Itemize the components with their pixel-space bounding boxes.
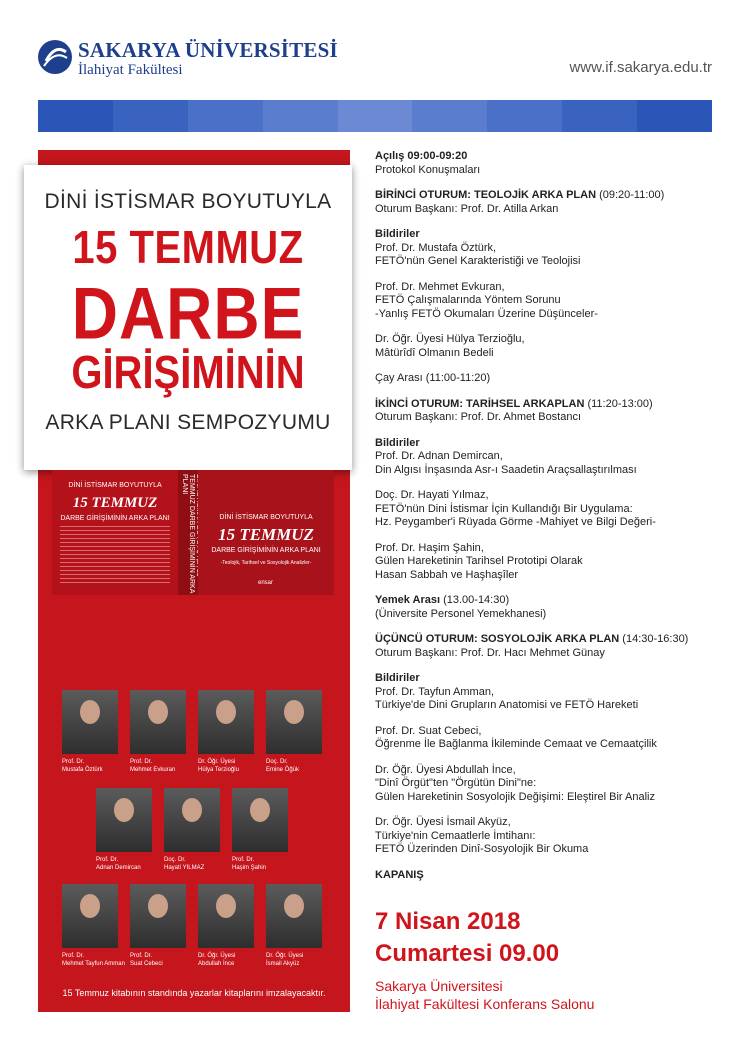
speaker-label xyxy=(62,758,132,774)
speaker-label xyxy=(198,952,268,968)
speaker-photo xyxy=(62,884,118,948)
lunch-heading xyxy=(375,594,715,608)
speaker-label xyxy=(266,758,336,774)
session-1-title: BİRİNCİ OTURUM: TEOLOJİK ARKA PLAN xyxy=(375,189,597,201)
speaker-label xyxy=(266,952,336,968)
lunch-place: (Üniversite Personel Yemekhanesi) xyxy=(375,607,547,620)
opening-desc: Protokol Konuşmaları xyxy=(375,163,481,176)
session-2-heading xyxy=(375,398,715,412)
speaker-title: Prof. Dr. xyxy=(96,857,119,863)
s1-paper-3-author: Dr. Öğr. Üyesi Hülya Terzioğlu, xyxy=(375,333,525,345)
s3-paper-4-subtitle: FETÖ Üzerinden Dinî-Sosyolojik Bir Okuma xyxy=(375,843,589,855)
s2-paper-2-subtitle: Hz. Peygamber'i Rüyada Görme -Mahiyet ve Bilgi Değeri- xyxy=(375,516,656,528)
speaker-title: Prof. Dr. xyxy=(232,857,255,863)
speaker-name: Mehmet Tayfun Amman xyxy=(62,961,125,967)
speaker-name: İsmail Akyüz xyxy=(266,961,300,967)
session-1-chair: Oturum Başkanı: Prof. Dr. Atilla Arkan xyxy=(375,202,559,215)
speaker-photos xyxy=(38,690,350,970)
s2-paper-1-author: Prof. Dr. Adnan Demircan, xyxy=(375,450,503,462)
book-spine xyxy=(178,470,198,595)
speaker-name: Hülya Terzioğlu xyxy=(198,767,239,773)
poster-title-card xyxy=(24,165,352,470)
speaker-photo xyxy=(266,690,322,754)
header xyxy=(0,0,750,100)
book-back-top: DİNİ İSTİSMAR BOYUTUYLA xyxy=(68,482,162,489)
poster-title-secondary: GİRİŞİMİNİN xyxy=(71,347,305,399)
event-venue-line2: İlahiyat Fakültesi Konferans Salonu xyxy=(375,996,595,1012)
book-back-sub: DARBE GİRİŞİMİNİN ARKA PLANI xyxy=(60,515,170,522)
band-segment xyxy=(562,100,637,132)
band-segment xyxy=(263,100,338,132)
closing-label: KAPANIŞ xyxy=(375,868,424,881)
book-back-title: 15 TEMMUZ xyxy=(72,495,158,511)
speaker-photo xyxy=(266,884,322,948)
s3-paper-1-title: Türkiye'de Dini Grupların Anatomisi ve FETÖ Hareketi xyxy=(375,699,639,711)
poster-subtitle-top: DİNİ İSTİSMAR BOYUTUYLA xyxy=(44,190,332,213)
session-3-chair: Oturum Başkanı: Prof. Dr. Hacı Mehmet Günay xyxy=(375,646,605,659)
s1-paper-2-author: Prof. Dr. Mehmet Evkuran, xyxy=(375,280,505,293)
publisher-logo: ensar xyxy=(258,580,274,586)
band-segment xyxy=(637,100,712,132)
band-segment xyxy=(412,100,487,132)
s3-paper-1-author: Prof. Dr. Tayfun Amman, xyxy=(375,685,495,698)
s1-paper-2-subtitle: -Yanlış FETÖ Okumaları Üzerine Düşünceler- xyxy=(375,307,598,320)
band-segment xyxy=(188,100,263,132)
speaker-name: Haşim Şahin xyxy=(232,865,267,871)
s3-paper-2-title: Öğrenme İle Bağlanma İkileminde Cemaat ve Cemaatçilik xyxy=(375,738,657,750)
speaker-label xyxy=(164,856,234,872)
speaker-label xyxy=(130,758,200,774)
university-logo-icon xyxy=(38,40,72,74)
session-1-heading xyxy=(375,189,715,203)
university-name: SAKARYA ÜNİVERSİTESİ xyxy=(78,38,338,62)
speaker-label xyxy=(62,952,132,968)
session-2-title: İKİNCİ OTURUM: TARİHSEL ARKAPLAN xyxy=(375,397,585,410)
s1-paper-3-title: Mâtürîdî Olmanın Bedeli xyxy=(375,346,494,359)
speaker-title: Doç. Dr. xyxy=(164,857,186,863)
speaker-name: Mustafa Öztürk xyxy=(62,767,103,773)
speaker-photo xyxy=(198,884,254,948)
session-2-bildiriler: Bildiriler xyxy=(375,436,420,449)
s3-paper-3-title: "Dinî Örgüt"ten "Örgütün Dini"ne: xyxy=(375,777,537,789)
book-back-text xyxy=(60,526,170,586)
opening-label: Açılış 09:00-09:20 xyxy=(375,150,468,162)
s3-paper-2-author: Prof. Dr. Suat Cebeci, xyxy=(375,724,482,737)
book-front-top: DİNİ İSTİSMAR BOYUTUYLA xyxy=(219,514,313,521)
speaker-name: Emine Öğük xyxy=(266,767,300,773)
lunch-time: (13.00-14:30) xyxy=(440,594,510,606)
book-front-sub: DARBE GİRİŞİMİNİN ARKA PLANI xyxy=(211,547,321,554)
faculty-name: İlahiyat Fakültesi xyxy=(78,62,183,78)
event-venue-line1: Sakarya Üniversitesi xyxy=(375,978,503,994)
book-cover xyxy=(52,470,334,595)
s1-paper-2-title: FETÖ Çalışmalarında Yöntem Sorunu xyxy=(375,294,561,306)
speaker-title: Prof. Dr. xyxy=(62,759,85,765)
event-day-time: Cumartesi 09.00 xyxy=(375,940,560,967)
book-front-note: -Teolojik, Tarihsel ve Sosyolojik Analizler- xyxy=(220,560,312,566)
speaker-name: Mehmet Evkuran xyxy=(130,767,176,773)
event-date: 7 Nisan 2018 xyxy=(375,908,521,935)
s2-paper-3-title: Gülen Hareketinin Tarihsel Prototipi Olarak xyxy=(375,555,583,567)
speaker-title: Dr. Öğr. Üyesi xyxy=(266,953,304,959)
session-3-time: (14:30-16:30) xyxy=(619,633,689,645)
speaker-label xyxy=(130,952,200,968)
speaker-label xyxy=(198,758,268,774)
speaker-name: Suat Cebeci xyxy=(130,961,163,967)
speaker-photo xyxy=(62,690,118,754)
s1-paper-1-title: FETÖ'nün Genel Karakteristiği ve Teolojisi xyxy=(375,255,581,267)
band-segment xyxy=(38,100,113,132)
book-back-cover xyxy=(52,470,178,595)
session-2-time: (11:20-13:00) xyxy=(584,397,653,410)
speaker-name: Adnan Demircan xyxy=(96,865,141,871)
s3-paper-4-author: Dr. Öğr. Üyesi İsmail Akyüz, xyxy=(375,816,511,828)
speaker-title: Dr. Öğr. Üyesi xyxy=(198,759,236,765)
speaker-title: Doç. Dr. xyxy=(266,759,288,765)
speaker-title: Prof. Dr. xyxy=(130,759,153,765)
s3-paper-3-author: Dr. Öğr. Üyesi Abdullah İnce, xyxy=(375,763,516,776)
signing-note: 15 Temmuz kitabının standında yazarlar kitaplarını imzalayacaktır. xyxy=(62,988,326,998)
speaker-title: Dr. Öğr. Üyesi xyxy=(198,953,236,959)
speaker-title: Prof. Dr. xyxy=(62,953,85,959)
band-segment xyxy=(113,100,188,132)
lunch-label: Yemek Arası xyxy=(375,594,441,606)
session-3-title: ÜÇÜNCÜ OTURUM: SOSYOLOJİK ARKA PLAN xyxy=(375,633,620,645)
speaker-photo xyxy=(130,884,186,948)
band-segment xyxy=(487,100,562,132)
poster-subtitle-bottom: ARKA PLANI SEMPOZYUMU xyxy=(45,411,331,434)
s2-paper-3-author: Prof. Dr. Haşim Şahin, xyxy=(375,541,484,554)
speaker-name: Abdullah İnce xyxy=(198,961,235,967)
band-segment xyxy=(338,100,413,132)
s3-paper-4-title: Türkiye'nin Cemaatlerle İmtihanı: xyxy=(375,829,536,842)
s1-paper-1-author: Prof. Dr. Mustafa Öztürk, xyxy=(375,241,497,254)
s3-paper-3-subtitle: Gülen Hareketinin Sosyolojik Değişimi: Eleştirel Bir Analiz xyxy=(375,790,656,803)
s2-paper-2-author: Doç. Dr. Hayati Yılmaz, xyxy=(375,489,489,501)
s2-paper-1-title: Din Algısı İnşasında Asr-ı Saadetin Araçsallaştırılması xyxy=(375,463,637,476)
header-color-band xyxy=(38,100,712,132)
speaker-photo xyxy=(130,690,186,754)
book-spine-text: TEMMUZ DARBE GİRİŞİMİNİN ARKA PLANI xyxy=(181,474,195,594)
session-2-chair: Oturum Başkanı: Prof. Dr. Ahmet Bostancı xyxy=(375,411,582,423)
session-1-bildiriler: Bildiriler xyxy=(375,228,420,240)
speaker-photo xyxy=(96,788,152,852)
poster-title-date: 15 TEMMUZ xyxy=(72,222,304,274)
tea-break: Çay Arası (11:00-11:20) xyxy=(375,372,491,384)
poster-title-main: DARBE xyxy=(71,271,305,355)
speaker-label xyxy=(232,856,302,872)
session-1-time: (09:20-11:00) xyxy=(596,189,665,201)
book-front-cover xyxy=(198,470,334,595)
speaker-photo xyxy=(164,788,220,852)
speaker-photo xyxy=(232,788,288,852)
s2-paper-3-subtitle: Hasan Sabbah ve Haşhaşîler xyxy=(375,568,519,581)
session-3-heading xyxy=(375,633,715,647)
program xyxy=(375,150,715,882)
speaker-name: Hayati YILMAZ xyxy=(164,865,205,871)
speaker-label xyxy=(96,856,166,872)
book-front-title: 15 TEMMUZ xyxy=(218,525,314,544)
website-link[interactable]: www.if.sakarya.edu.tr xyxy=(569,59,712,76)
session-3-bildiriler: Bildiriler xyxy=(375,672,420,684)
speaker-title: Prof. Dr. xyxy=(130,953,153,959)
s2-paper-2-title: FETÖ'nün Dini İstismar İçin Kullandığı Bir Uygulama: xyxy=(375,502,633,515)
speaker-photo xyxy=(198,690,254,754)
